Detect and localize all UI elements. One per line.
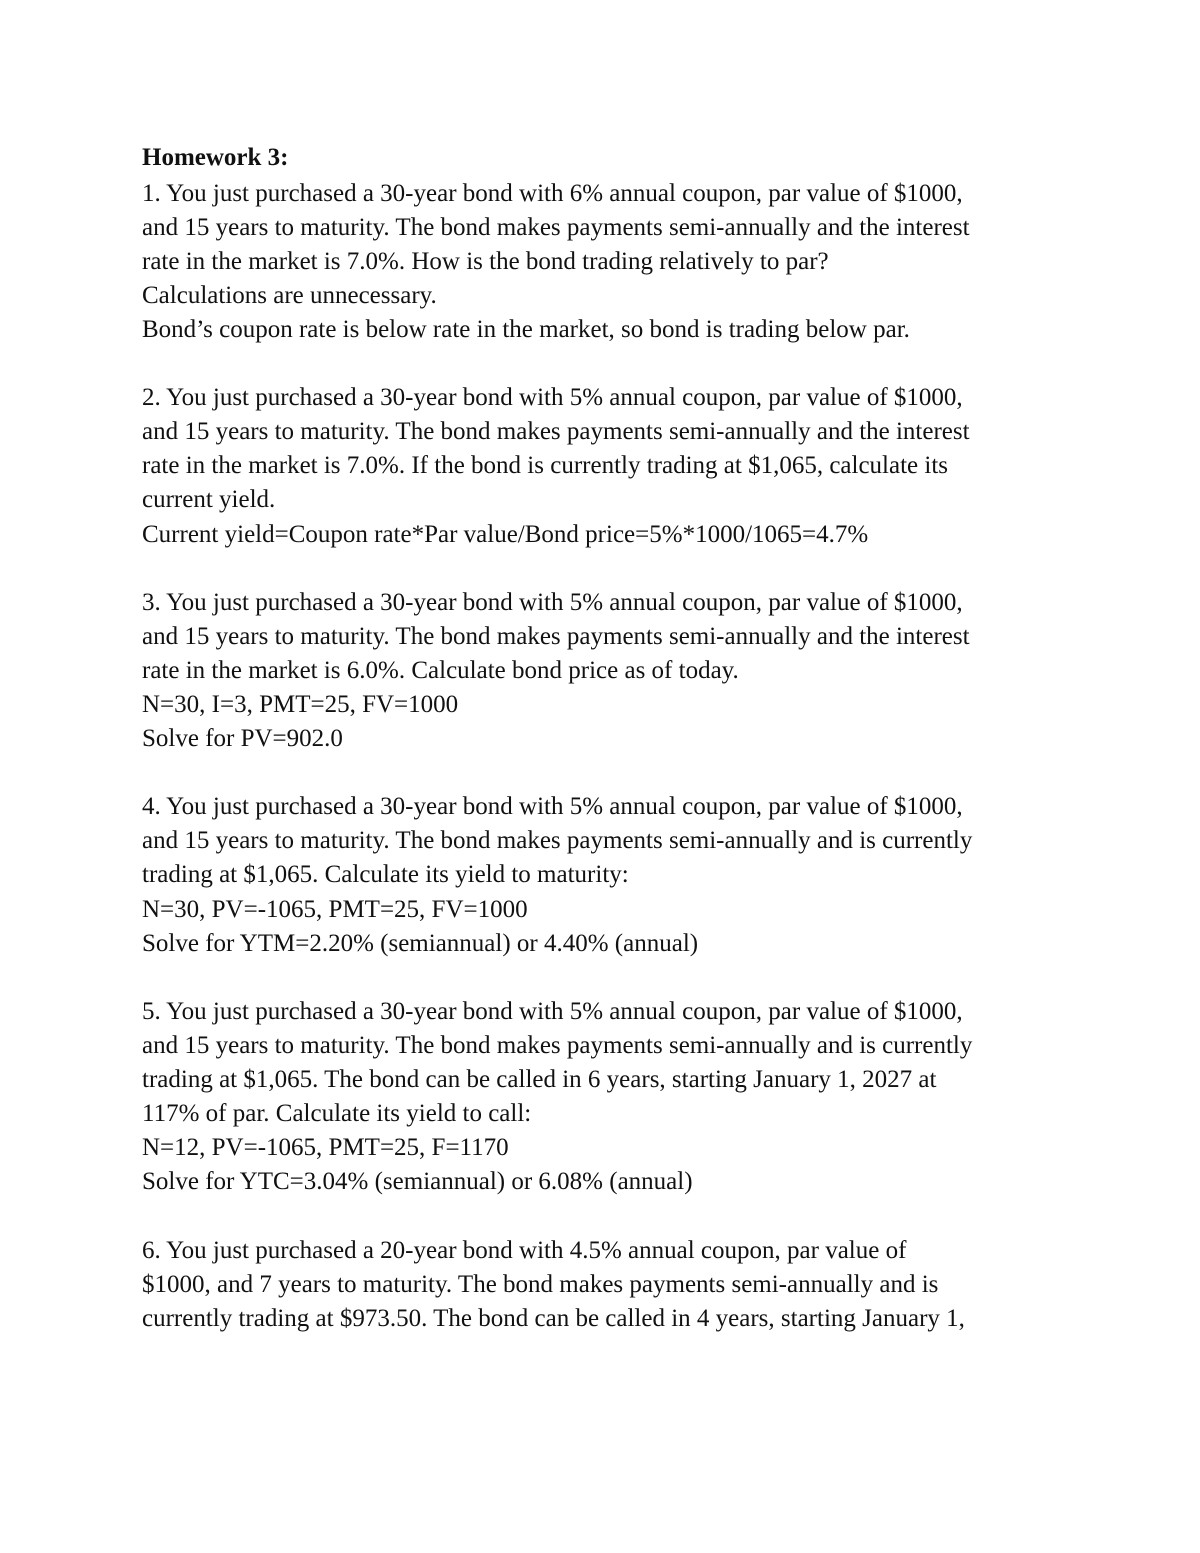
problem-line: and 15 years to maturity. The bond makes payments semi-annually and is currently: [142, 827, 973, 855]
problem-5: [142, 995, 1082, 1200]
problem-line: Solve for YTM=2.20% (semiannual) or 4.40% (annual): [142, 929, 699, 957]
problem-line: rate in the market is 7.0%. If the bond is currently trading at $1,065, calculate its: [142, 452, 949, 480]
problem-line: N=12, PV=-1065, PMT=25, F=1170: [142, 1134, 509, 1162]
problem-line: currently trading at $973.50. The bond can be called in 4 years, starting January 1,: [142, 1304, 965, 1332]
problem-6: [142, 1234, 1082, 1336]
problem-line: Bond’s coupon rate is below rate in the market, so bond is trading below par.: [142, 315, 910, 343]
problem-3: [142, 586, 1082, 756]
problem-2: [142, 381, 1082, 551]
problem-line: N=30, I=3, PMT=25, FV=1000: [142, 691, 459, 718]
page-title: Homework 3:: [142, 144, 289, 171]
problem-1: [142, 177, 1082, 347]
problem-line: 2. You just purchased a 30-year bond with 5% annual coupon, par value of $1000,: [142, 384, 963, 412]
problem-line: Solve for YTC=3.04% (semiannual) or 6.08% (annual): [142, 1168, 693, 1196]
problem-line: $1000, and 7 years to maturity. The bond makes payments semi-annually and is: [142, 1270, 939, 1298]
problem-line: and 15 years to maturity. The bond makes payments semi-annually and the interest: [142, 622, 970, 650]
problem-line: 3. You just purchased a 30-year bond with 5% annual coupon, par value of $1000,: [142, 588, 963, 616]
problem-list: [142, 177, 1082, 1336]
problem-line: Solve for PV=902.0: [142, 725, 343, 753]
problem-line: rate in the market is 7.0%. How is the bond trading relatively to par?: [142, 247, 829, 275]
problem-line: and 15 years to maturity. The bond makes payments semi-annually and is currently: [142, 1031, 973, 1059]
problem-line: current yield.: [142, 486, 276, 514]
problem-line: 117% of par. Calculate its yield to call:: [142, 1100, 532, 1128]
problem-line: Current yield=Coupon rate*Par value/Bond price=5%*1000/1065=4.7%: [142, 520, 869, 548]
problem-line: N=30, PV=-1065, PMT=25, FV=1000: [142, 895, 528, 923]
problem-line: 5. You just purchased a 30-year bond with 5% annual coupon, par value of $1000,: [142, 997, 963, 1025]
problem-line: and 15 years to maturity. The bond makes payments semi-annually and the interest: [142, 418, 970, 446]
problem-line: and 15 years to maturity. The bond makes payments semi-annually and the interest: [142, 213, 970, 241]
problem-line: 4. You just purchased a 30-year bond with 5% annual coupon, par value of $1000,: [142, 793, 963, 821]
problem-line: trading at $1,065. The bond can be called in 6 years, starting January 1, 2027 at: [142, 1066, 937, 1094]
problem-line: trading at $1,065. Calculate its yield to maturity:: [142, 861, 629, 889]
problem-line: Calculations are unnecessary.: [142, 281, 437, 309]
problem-4: [142, 790, 1082, 960]
problem-line: rate in the market is 6.0%. Calculate bond price as of today.: [142, 656, 739, 684]
problem-line: 6. You just purchased a 20-year bond with 4.5% annual coupon, par value of: [142, 1236, 907, 1264]
document-body: [142, 141, 1082, 1370]
problem-line: 1. You just purchased a 30-year bond with 6% annual coupon, par value of $1000,: [142, 179, 963, 207]
